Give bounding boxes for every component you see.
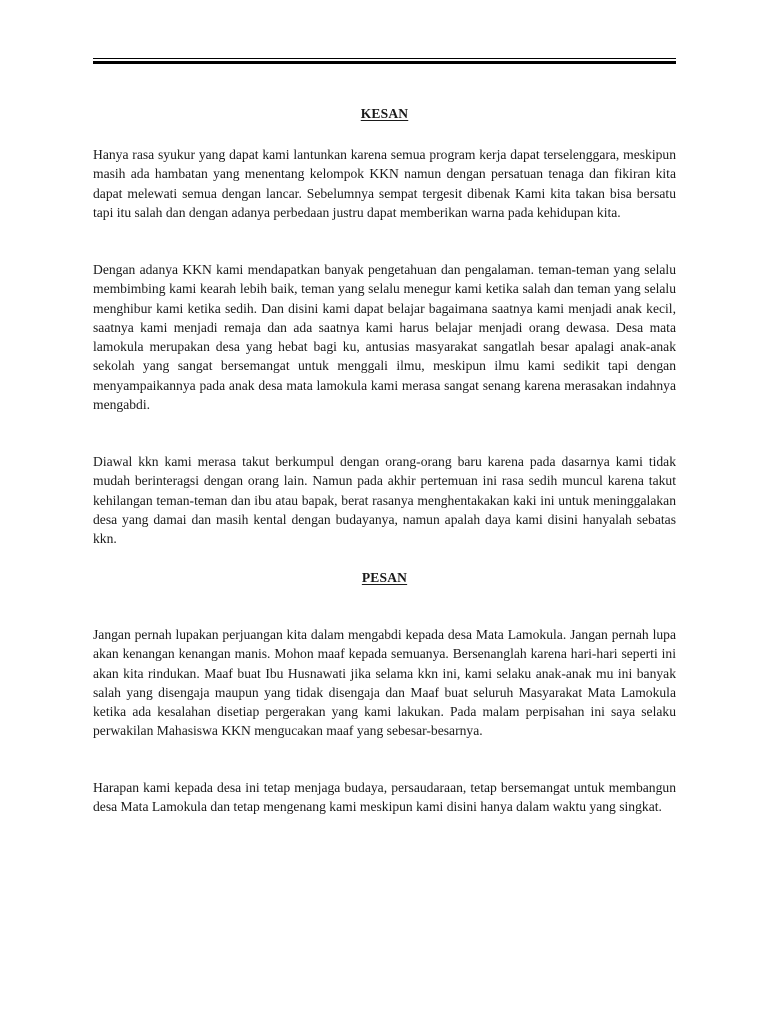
- kesan-paragraph-2: Dengan adanya KKN kami mendapatkan banyak pengetahuan dan pengalaman. teman-teman yang selalu membimbing kami kearah lebih baik, teman yang selalu menegur kami ketika salah dan teman yang selalu menghibur kami ketika sedih. Dan disini kami dapat belajar bagaimana saatnya kami menjadi anak kecil, saatnya kami menjadi remaja dan ada saatnya kami harus belajar menjadi orang dewasa. Desa mata lamokula merupakan desa yang hebat bagi ku, antusias masyarakat sangatlah besar apalagi anak-anak sekolah yang sangat bersemangat untuk menggali ilmu, meskipun ilmu kami sedikit tapi dengan menyampaikannya pada anak desa mata lamokula kami merasa sangat senang karena merasakan indahnya mengabdi.: [93, 262, 676, 413]
- kesan-paragraph-1: Hanya rasa syukur yang dapat kami lantunkan karena semua program kerja dapat terselenggara, meskipun masih ada hambatan yang menentang kelompok KKN namun dengan persatuan tenaga dan fikiran kita dapat melewati semua dengan lancar. Sebelumnya sempat tergesit dibenak Kami kita takan bisa bersatu tapi itu salah dan dengan adanya perbedaan justru dapat memberikan warna pada kehidupan kita.: [93, 147, 676, 220]
- kesan-paragraph-3: Diawal kkn kami merasa takut berkumpul dengan orang-orang baru karena pada dasarnya kami tidak mudah berinteragsi dengan orang lain. Namun pada akhir pertemuan ini rasa sedih muncul karena takut kehilangan teman-teman dan ibu atau bapak, berat rasanya menghentakakan kaki ini untuk meninggalakan desa yang damai dan masih kental dengan budayanya, namun apalah daya kami disini hanyalah sebatas kkn.: [93, 454, 676, 547]
- header-rule-thick: [93, 61, 676, 64]
- header-rule-thin: [93, 58, 676, 59]
- section-heading-kesan: KESAN: [360, 106, 409, 121]
- section-heading-pesan: PESAN: [361, 570, 408, 585]
- pesan-paragraph-2: Harapan kami kepada desa ini tetap menjaga budaya, persaudaraan, tetap bersemangat untuk membangun desa Mata Lamokula dan tetap mengenang kami meskipun kami disini hanya dalam waktu yang singkat.: [93, 780, 676, 815]
- pesan-paragraph-1: Jangan pernah lupakan perjuangan kita dalam mengabdi kepada desa Mata Lamokula. Jangan pernah lupa akan kenangan kenangan manis. Mohon maaf kepada semuanya. Bersenanglah karena hari-hari seperti ini akan kita rindukan. Maaf buat Ibu Husnawati jika selama kkn ini, kami selaku anak-anak mu ini banyak salah yang disengaja maupun yang tidak disengaja dan Maaf buat seluruh Masyarakat Mata Lamokula ketika ada kesalahan disetiap pergerakan yang kami lakukan. Pada malam perpisahan ini saya selaku perwakilan Mahasiswa KKN mengucakan maaf yang sebesar-besarnya.: [93, 627, 676, 739]
